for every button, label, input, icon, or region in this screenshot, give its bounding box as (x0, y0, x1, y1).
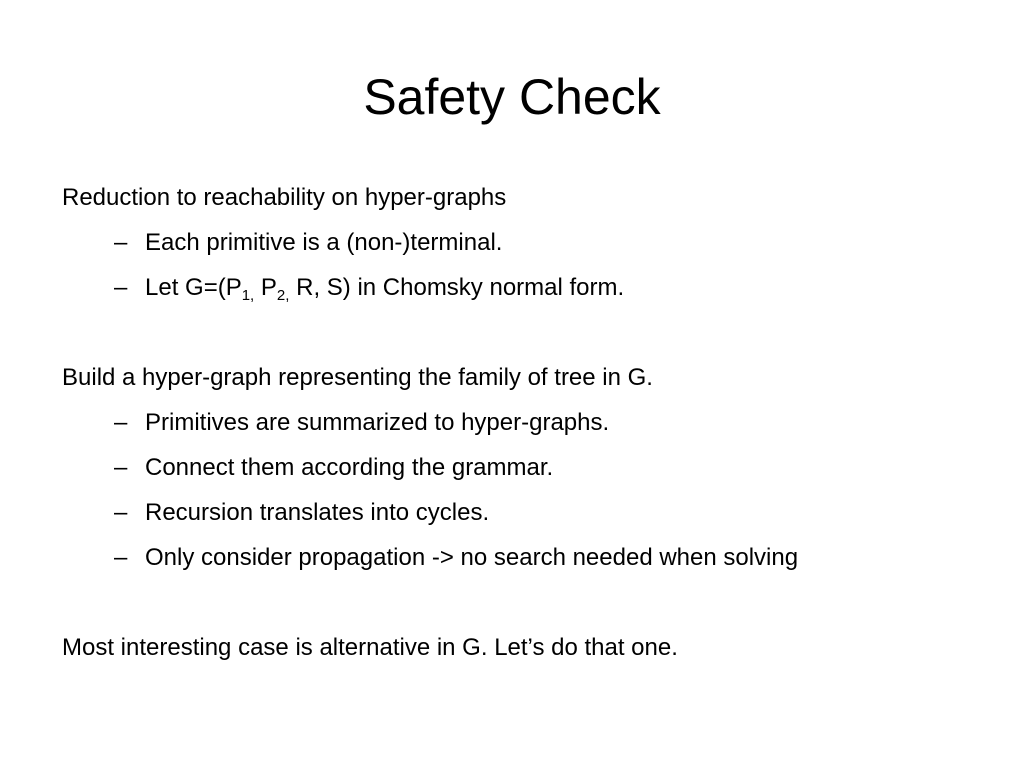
bullet-level2 (62, 490, 962, 535)
subscript-2: 2, (276, 287, 290, 304)
bullet-level2 (62, 445, 962, 490)
bullet-level2 (62, 535, 962, 580)
bullet-level2 (62, 400, 962, 445)
dash-bullet: – (114, 544, 128, 571)
dash-bullet: – (114, 499, 128, 526)
dash-bullet: – (114, 454, 128, 481)
grammar-suffix: R, S) in Chomsky normal form. (289, 274, 625, 301)
subscript-1: 1, (241, 287, 255, 304)
bullet-text: Only consider propagation -> no search needed when solving (145, 544, 799, 571)
slide-body (62, 176, 962, 670)
dash-bullet: – (114, 229, 128, 256)
dash-bullet: – (114, 409, 128, 436)
grammar-mid: P (254, 274, 277, 301)
bullet-level2 (62, 220, 962, 265)
bullet-text: Primitives are summarized to hyper-graphs. (145, 409, 610, 436)
bullet-text: Recursion translates into cycles. (145, 499, 490, 526)
slide-title: Safety Check (363, 69, 661, 125)
bullet-level2-grammar (62, 265, 962, 310)
grammar-prefix: Let G=(P (145, 274, 242, 301)
dash-bullet: – (114, 274, 128, 301)
bullet-level1: Reduction to reachability on hyper-graphs (62, 184, 507, 211)
bullet-text: Each primitive is a (non-)terminal. (145, 229, 503, 256)
bullet-level1: Build a hyper-graph representing the family of tree in G. (62, 364, 653, 391)
spacer (62, 580, 962, 626)
spacer (62, 310, 962, 356)
bullet-level1: Most interesting case is alternative in G. Let’s do that one. (62, 634, 678, 661)
bullet-text: Connect them according the grammar. (145, 454, 554, 481)
